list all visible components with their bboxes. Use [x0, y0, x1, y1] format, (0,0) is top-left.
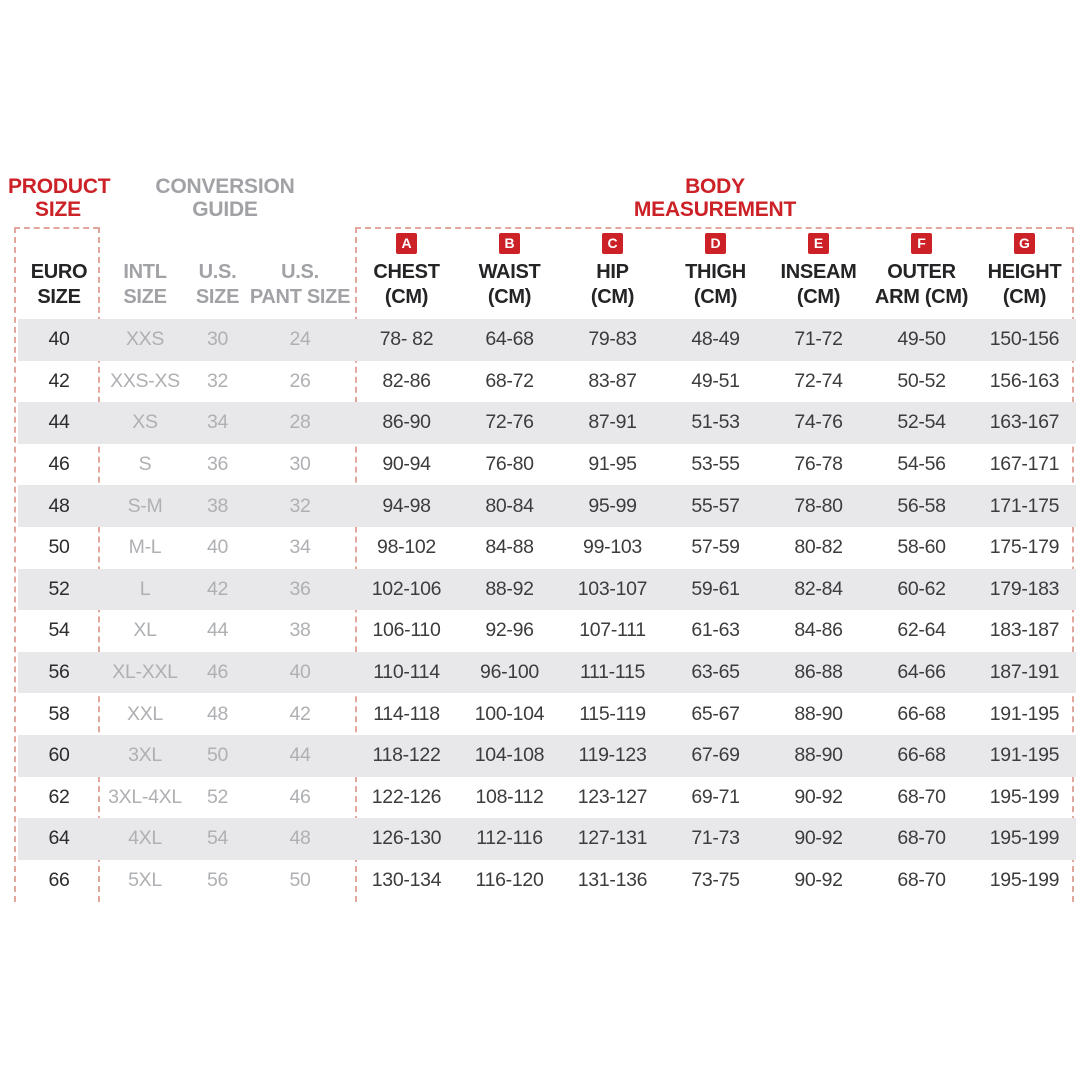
cell-inseam: 90-92	[794, 785, 843, 808]
cell-waist: 64-68	[485, 328, 534, 351]
cell-hip: 99-103	[583, 536, 642, 559]
cell-thigh: 69-71	[691, 785, 740, 808]
column-letter-badge-chest	[396, 233, 417, 260]
cell-euro-size: 42	[48, 369, 70, 392]
cell-us-pant-size: 24	[289, 328, 311, 351]
column-header-label-line1: WAIST	[478, 261, 541, 283]
cell-us-pant-size: 44	[289, 744, 311, 767]
column-header-label-line1: HEIGHT	[987, 261, 1062, 283]
cell-outer-arm: 49-50	[897, 328, 946, 351]
column-header-label	[123, 260, 166, 310]
cell-intl-size: L	[139, 577, 151, 600]
column-header-label	[196, 260, 239, 310]
cell-hip: 91-95	[588, 453, 637, 476]
letter-badge: F	[911, 233, 932, 254]
table-row-size-64	[18, 818, 1076, 860]
column-header-hip	[561, 228, 664, 319]
column-header-label-line2: SIZE	[37, 286, 81, 308]
conversion-guide-title	[130, 175, 320, 221]
product-size-title	[8, 175, 111, 221]
table-row-size-52	[18, 569, 1076, 611]
column-header-euro-size	[18, 228, 100, 319]
cell-outer-arm: 68-70	[897, 785, 946, 808]
cell-hip: 123-127	[577, 785, 648, 808]
cell-thigh: 71-73	[691, 827, 740, 850]
body-measurement-title	[605, 175, 825, 221]
cell-intl-size: M-L	[128, 536, 162, 559]
cell-chest: 94-98	[382, 494, 431, 517]
cell-height: 191-195	[989, 702, 1060, 725]
cell-us-pant-size: 34	[289, 536, 311, 559]
cell-hip: 83-87	[588, 369, 637, 392]
cell-inseam: 72-74	[794, 369, 843, 392]
cell-outer-arm: 56-58	[897, 494, 946, 517]
cell-hip: 119-123	[578, 744, 647, 767]
cell-chest: 102-106	[371, 577, 442, 600]
cell-intl-size: 5XL	[128, 869, 162, 892]
cell-hip: 87-91	[588, 411, 637, 434]
cell-us-pant-size: 28	[289, 411, 311, 434]
column-header-thigh	[664, 228, 767, 319]
cell-outer-arm: 64-66	[897, 661, 946, 684]
cell-thigh: 51-53	[691, 411, 740, 434]
column-header-label-line2: ARM (CM)	[874, 286, 969, 308]
cell-inseam: 88-90	[794, 702, 843, 725]
cell-us-size: 38	[206, 494, 229, 517]
cell-intl-size: 4XL	[128, 827, 162, 850]
cell-us-pant-size: 38	[289, 619, 311, 642]
table-row-size-60	[18, 735, 1076, 777]
cell-us-pant-size: 40	[289, 661, 311, 684]
cell-thigh: 65-67	[691, 702, 740, 725]
cell-us-pant-size: 42	[289, 702, 311, 725]
column-header-label-line1: HIP	[596, 261, 629, 283]
column-letter-badge-thigh	[705, 233, 726, 260]
cell-inseam: 86-88	[794, 661, 843, 684]
column-header-label-line2: (CM)	[384, 286, 429, 308]
column-header-label-line2: SIZE	[123, 286, 167, 308]
cell-height: 171-175	[989, 494, 1060, 517]
cell-us-size: 30	[206, 328, 229, 351]
cell-outer-arm: 68-70	[897, 827, 946, 850]
cell-hip: 131-136	[577, 869, 648, 892]
cell-outer-arm: 62-64	[897, 619, 946, 642]
cell-thigh: 49-51	[691, 369, 740, 392]
cell-us-pant-size: 32	[289, 494, 311, 517]
column-header-label-line2: (CM)	[590, 286, 635, 308]
body-measurement-title-line2: MEASUREMENT	[633, 198, 797, 221]
cell-chest: 90-94	[382, 453, 431, 476]
cell-waist: 104-108	[474, 744, 545, 767]
cell-intl-size: S	[138, 453, 152, 476]
cell-waist: 112-116	[476, 827, 543, 850]
cell-chest: 86-90	[382, 411, 431, 434]
cell-intl-size: S-M	[127, 494, 163, 517]
cell-height: 179-183	[989, 577, 1060, 600]
column-header-inseam	[767, 228, 870, 319]
cell-waist: 96-100	[480, 661, 539, 684]
cell-us-pant-size: 36	[289, 577, 311, 600]
table-header-row	[18, 228, 1076, 319]
column-header-label-line2: (CM)	[1002, 286, 1047, 308]
cell-height: 195-199	[989, 785, 1060, 808]
cell-euro-size: 66	[48, 869, 70, 892]
cell-thigh: 61-63	[691, 619, 740, 642]
letter-badge: B	[499, 233, 520, 254]
column-header-label	[31, 260, 88, 310]
table-row-size-46	[18, 444, 1076, 486]
column-header-label	[373, 260, 439, 310]
product-size-title-line2: SIZE	[35, 198, 81, 221]
cell-hip: 95-99	[588, 494, 637, 517]
column-header-height	[973, 228, 1076, 319]
cell-waist: 72-76	[485, 411, 534, 434]
cell-euro-size: 62	[48, 785, 70, 808]
cell-hip: 111-115	[579, 661, 646, 684]
cell-us-size: 54	[206, 827, 229, 850]
column-header-label-line1: U.S.	[198, 261, 237, 283]
cell-euro-size: 46	[48, 453, 70, 476]
column-header-label-line1: INSEAM	[780, 261, 857, 283]
cell-hip: 115-119	[579, 702, 646, 725]
cell-euro-size: 56	[48, 661, 70, 684]
body-measurement-title-line1: BODY	[685, 175, 745, 198]
cell-us-pant-size: 26	[289, 369, 311, 392]
cell-outer-arm: 52-54	[897, 411, 946, 434]
cell-us-pant-size: 46	[289, 785, 311, 808]
table-row-size-58	[18, 693, 1076, 735]
cell-us-size: 50	[206, 744, 229, 767]
cell-height: 167-171	[989, 453, 1060, 476]
cell-thigh: 63-65	[691, 661, 740, 684]
cell-waist: 108-112	[475, 785, 544, 808]
letter-badge: C	[602, 233, 623, 254]
cell-intl-size: XL	[133, 619, 157, 642]
cell-us-size: 48	[206, 702, 229, 725]
table-row-size-44	[18, 402, 1076, 444]
cell-thigh: 55-57	[691, 494, 740, 517]
table-row-size-40	[18, 319, 1076, 361]
column-header-label	[591, 260, 634, 310]
cell-us-size: 40	[206, 536, 229, 559]
cell-euro-size: 60	[48, 744, 70, 767]
cell-us-size: 46	[206, 661, 229, 684]
column-letter-badge-hip	[602, 233, 623, 260]
cell-chest: 126-130	[371, 827, 442, 850]
table-row-size-54	[18, 610, 1076, 652]
column-header-chest	[355, 228, 458, 319]
column-letter-badge-height	[1014, 233, 1035, 260]
cell-us-size: 52	[206, 785, 229, 808]
cell-waist: 92-96	[485, 619, 534, 642]
cell-height: 156-163	[989, 369, 1060, 392]
cell-outer-arm: 54-56	[897, 453, 946, 476]
column-header-label	[781, 260, 857, 310]
cell-inseam: 74-76	[794, 411, 843, 434]
column-header-label-line2: (CM)	[693, 286, 738, 308]
cell-waist: 68-72	[485, 369, 534, 392]
cell-hip: 103-107	[577, 577, 648, 600]
cell-outer-arm: 60-62	[897, 577, 946, 600]
column-header-label-line1: U.S.	[281, 261, 319, 283]
cell-us-pant-size: 50	[289, 869, 311, 892]
cell-height: 191-195	[989, 744, 1060, 767]
cell-inseam: 88-90	[794, 744, 843, 767]
cell-thigh: 57-59	[691, 536, 740, 559]
cell-height: 163-167	[989, 411, 1060, 434]
table-row-size-62	[18, 777, 1076, 819]
cell-intl-size: XS	[132, 411, 158, 434]
table-row-size-66	[18, 860, 1076, 902]
cell-euro-size: 44	[48, 411, 70, 434]
cell-height: 175-179	[989, 536, 1060, 559]
cell-chest: 110-114	[373, 661, 440, 684]
letter-badge: D	[705, 233, 726, 254]
cell-waist: 100-104	[474, 702, 545, 725]
cell-us-size: 42	[206, 577, 229, 600]
column-letter-badge-waist	[499, 233, 520, 260]
cell-euro-size: 48	[48, 494, 70, 517]
letter-badge: A	[396, 233, 417, 254]
cell-outer-arm: 66-68	[897, 702, 946, 725]
column-header-label	[875, 260, 968, 310]
cell-chest: 130-134	[371, 869, 442, 892]
column-header-label-line2: SIZE	[195, 286, 240, 308]
cell-inseam: 80-82	[794, 536, 843, 559]
cell-intl-size: XXL	[127, 702, 163, 725]
product-size-box-left-border	[14, 227, 16, 902]
cell-height: 150-156	[989, 328, 1060, 351]
cell-intl-size: 3XL	[128, 744, 162, 767]
column-letter-badge-outer-arm	[911, 233, 932, 260]
cell-thigh: 59-61	[691, 577, 740, 600]
cell-euro-size: 40	[48, 328, 70, 351]
cell-thigh: 67-69	[691, 744, 740, 767]
column-header-outer-arm	[870, 228, 973, 319]
column-header-label-line2: (CM)	[796, 286, 841, 308]
cell-outer-arm: 68-70	[897, 869, 946, 892]
cell-inseam: 71-72	[794, 328, 843, 351]
cell-euro-size: 58	[48, 702, 70, 725]
cell-chest: 114-118	[373, 702, 440, 725]
column-letter-badge-inseam	[808, 233, 829, 260]
column-header-intl-size	[100, 228, 190, 319]
conversion-guide-title-line2: GUIDE	[192, 198, 258, 221]
cell-us-pant-size: 48	[289, 827, 311, 850]
cell-chest: 122-126	[371, 785, 442, 808]
column-header-label-line2: (CM)	[487, 286, 532, 308]
cell-inseam: 78-80	[794, 494, 843, 517]
column-header-waist	[458, 228, 561, 319]
cell-waist: 88-92	[485, 577, 534, 600]
column-header-us-pant-size	[245, 228, 355, 319]
column-header-label	[250, 260, 350, 310]
cell-intl-size: XL-XXL	[112, 661, 178, 684]
cell-euro-size: 50	[48, 536, 70, 559]
table-row-size-42	[18, 361, 1076, 403]
column-header-label-line1: CHEST	[373, 261, 440, 283]
column-header-label	[685, 260, 746, 310]
cell-us-pant-size: 30	[289, 453, 311, 476]
column-header-label-line1: OUTER	[887, 261, 956, 283]
cell-chest: 82-86	[382, 369, 431, 392]
cell-us-size: 36	[206, 453, 229, 476]
cell-inseam: 90-92	[794, 869, 843, 892]
column-header-label-line1: EURO	[30, 261, 88, 283]
cell-us-size: 32	[206, 369, 229, 392]
cell-height: 195-199	[989, 869, 1060, 892]
cell-intl-size: XXS-XS	[110, 369, 180, 392]
column-header-label-line1: THIGH	[685, 261, 746, 283]
cell-inseam: 84-86	[794, 619, 843, 642]
cell-intl-size: XXS	[125, 328, 165, 351]
letter-badge: E	[808, 233, 829, 254]
table-body	[18, 319, 1076, 901]
cell-euro-size: 54	[48, 619, 70, 642]
cell-height: 195-199	[989, 827, 1060, 850]
cell-inseam: 82-84	[794, 577, 843, 600]
table-row-size-56	[18, 652, 1076, 694]
table-row-size-50	[18, 527, 1076, 569]
cell-hip: 79-83	[588, 328, 637, 351]
cell-thigh: 48-49	[691, 328, 740, 351]
cell-us-size: 56	[206, 869, 229, 892]
cell-waist: 116-120	[475, 869, 544, 892]
column-header-label-line1: INTL	[123, 261, 167, 283]
table-row-size-48	[18, 485, 1076, 527]
cell-outer-arm: 50-52	[897, 369, 946, 392]
cell-euro-size: 52	[48, 577, 70, 600]
conversion-guide-title-line1: CONVERSION	[155, 175, 295, 198]
cell-intl-size: 3XL-4XL	[108, 785, 182, 808]
column-header-label-line2: PANT SIZE	[249, 286, 351, 308]
cell-chest: 118-122	[372, 744, 441, 767]
cell-height: 187-191	[989, 661, 1060, 684]
column-header-label	[479, 260, 541, 310]
cell-thigh: 53-55	[691, 453, 740, 476]
cell-inseam: 76-78	[794, 453, 843, 476]
cell-us-size: 34	[206, 411, 229, 434]
cell-hip: 107-111	[579, 619, 646, 642]
cell-hip: 127-131	[577, 827, 648, 850]
column-header-us-size	[190, 228, 245, 319]
cell-height: 183-187	[989, 619, 1060, 642]
cell-us-size: 44	[206, 619, 229, 642]
cell-waist: 76-80	[485, 453, 534, 476]
cell-outer-arm: 66-68	[897, 744, 946, 767]
cell-waist: 84-88	[485, 536, 534, 559]
cell-chest: 106-110	[372, 619, 441, 642]
cell-chest: 98-102	[377, 536, 436, 559]
column-header-label	[988, 260, 1062, 310]
cell-chest: 78- 82	[379, 328, 434, 351]
cell-thigh: 73-75	[691, 869, 740, 892]
cell-outer-arm: 58-60	[897, 536, 946, 559]
cell-waist: 80-84	[485, 494, 534, 517]
cell-euro-size: 64	[48, 827, 70, 850]
product-size-title-line1: PRODUCT	[8, 175, 111, 198]
letter-badge: G	[1014, 233, 1035, 254]
cell-inseam: 90-92	[794, 827, 843, 850]
